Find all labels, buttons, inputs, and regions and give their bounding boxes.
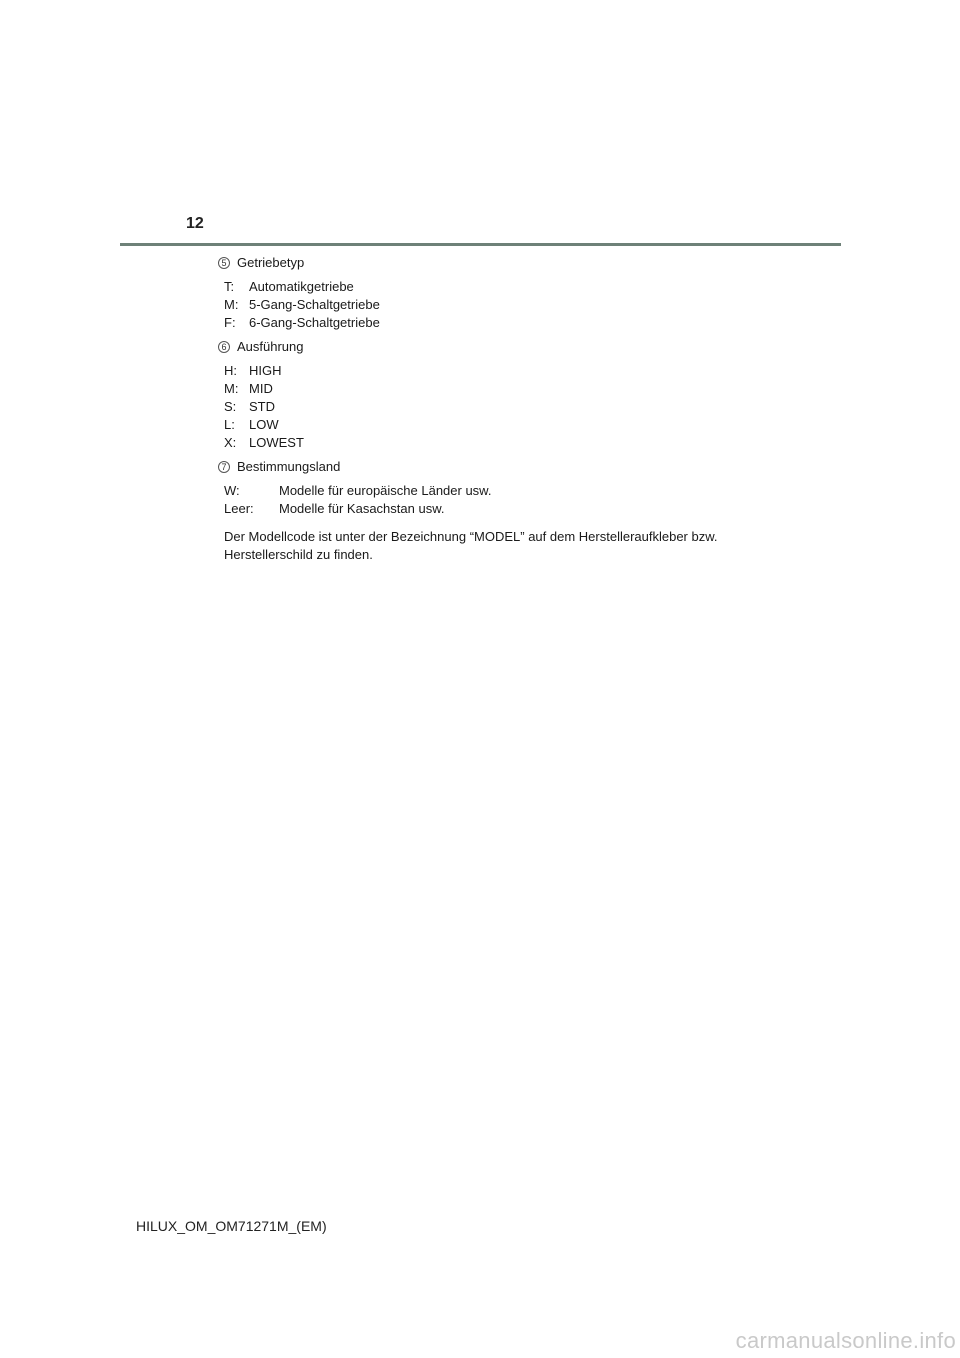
- code-description: Modelle für Kasachstan usw.: [279, 501, 445, 516]
- code-list: [224, 278, 818, 332]
- list-item: [224, 416, 818, 434]
- list-item: [224, 482, 818, 500]
- code-description: Automatikgetriebe: [249, 279, 354, 294]
- list-item: [224, 398, 818, 416]
- code: H:: [224, 363, 237, 378]
- section-title: Bestimmungsland: [237, 459, 341, 474]
- code-description: LOW: [249, 417, 279, 432]
- list-item: [224, 434, 818, 452]
- section-destination-header: [218, 458, 818, 476]
- header-rule: [120, 243, 841, 246]
- list-item: [224, 278, 818, 296]
- model-code-note: Der Modellcode ist unter der Bezeichnung “MODEL” auf dem Herstelleraufkleber bzw. Herstellerschild zu finden.: [224, 529, 718, 562]
- code: T:: [224, 279, 235, 294]
- circled-number-icon: 6: [218, 341, 230, 353]
- document-id: HILUX_OM_OM71271M_(EM): [136, 1218, 327, 1234]
- list-item: [224, 314, 818, 332]
- section-transmission-header: [218, 254, 818, 272]
- circled-number-icon: 7: [218, 461, 230, 473]
- code-description: 5-Gang-Schaltgetriebe: [249, 297, 380, 312]
- section-title: Ausführung: [237, 339, 304, 354]
- code-description: 6-Gang-Schaltgetriebe: [249, 315, 380, 330]
- circled-number-icon: 5: [218, 257, 230, 269]
- watermark: carmanualsonline.info: [735, 1328, 956, 1353]
- code: X:: [224, 435, 237, 450]
- code-description: MID: [249, 381, 273, 396]
- code-description: HIGH: [249, 363, 282, 378]
- code-description: LOWEST: [249, 435, 304, 450]
- code: M:: [224, 297, 239, 312]
- code: W:: [224, 483, 240, 498]
- code: F:: [224, 315, 236, 330]
- code: M:: [224, 381, 239, 396]
- list-item: [224, 362, 818, 380]
- code-list: [224, 482, 818, 518]
- list-item: [224, 380, 818, 398]
- content: [218, 254, 818, 564]
- list-item: [224, 296, 818, 314]
- code: S:: [224, 399, 237, 414]
- code: Leer:: [224, 501, 254, 516]
- code: L:: [224, 417, 235, 432]
- page-number: 12: [186, 215, 204, 232]
- code-list: [224, 362, 818, 452]
- section-title: Getriebetyp: [237, 255, 305, 270]
- code-description: STD: [249, 399, 275, 414]
- section-grade-header: [218, 338, 818, 356]
- code-description: Modelle für europäische Länder usw.: [279, 483, 492, 498]
- list-item: [224, 500, 818, 518]
